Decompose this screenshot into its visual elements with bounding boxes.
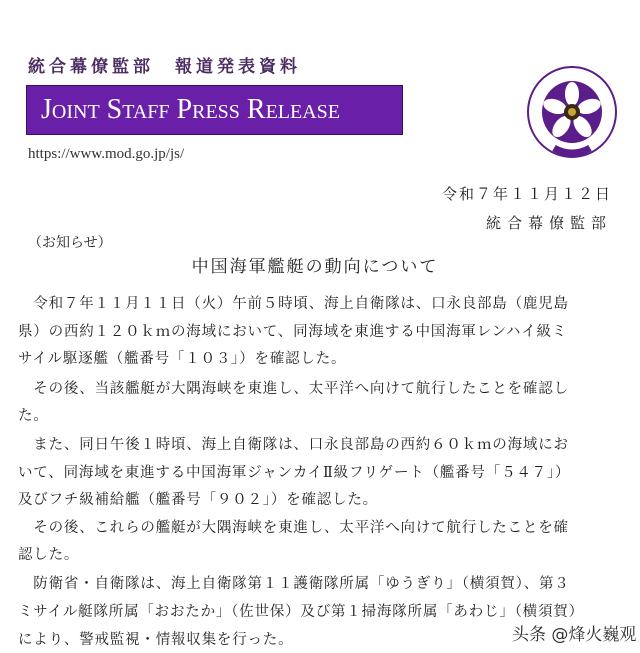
body-line: ミサイル艇隊所属「おおたか」（佐世保）及び第１掃海隊所属「あわじ」（横須賀） [18, 604, 584, 620]
press-release-banner [26, 85, 403, 135]
release-date: 令和７年１１月１２日 [441, 185, 612, 203]
body-line: サイル駆逐艦（艦番号「１０３」）を確認した。 [18, 351, 347, 367]
website-url[interactable]: https://www.mod.go.jp/js/ [28, 146, 185, 162]
banner-title: Joint Staff Press Release [41, 94, 341, 125]
body-line: 認した。 [18, 547, 80, 563]
body-line: 令和７年１１月１１日（火）午前５時頃、海上自衛隊は、口永良部島（鹿児島 [18, 296, 569, 312]
body-line: た。 [18, 408, 49, 424]
body-line: により、警戒監視・情報収集を行った。 [18, 632, 294, 648]
body-line: その後、これらの艦艇が大隅海峡を東進し、太平洋へ向けて航行したことを確 [18, 520, 569, 536]
joint-staff-emblem-icon [526, 66, 618, 158]
notice-label: （お知らせ） [28, 235, 112, 251]
body-line: また、同日午後１時頃、海上自衛隊は、口永良部島の西約６０ｋｍの海域にお [18, 437, 569, 453]
document-title: 中国海軍艦艇の動向について [191, 257, 439, 277]
watermark: 头条 @烽火巍观 [512, 625, 637, 645]
org-header-jp: 統合幕僚監部 報道発表資料 [28, 57, 301, 77]
body-line: 県）の西約１２０ｋｍの海域において、同海域を東進する中国海軍レンハイ級ミ [18, 324, 568, 340]
body-line: 及びフチ級補給艦（艦番号「９０２」）を確認した。 [18, 492, 378, 508]
issuer: 統合幕僚監部 [485, 214, 612, 232]
body-line: その後、当該艦艇が大隅海峡を東進し、太平洋へ向けて航行したことを確認し [18, 381, 569, 397]
body-line: いて、同海域を東進する中国海軍ジャンカイⅡ級フリゲート（艦番号「５４７」） [18, 465, 571, 481]
body-line: 防衛省・自衛隊は、海上自衛隊第１１護衛隊所属「ゆうぎり」（横須賀）、第３ [18, 576, 570, 592]
